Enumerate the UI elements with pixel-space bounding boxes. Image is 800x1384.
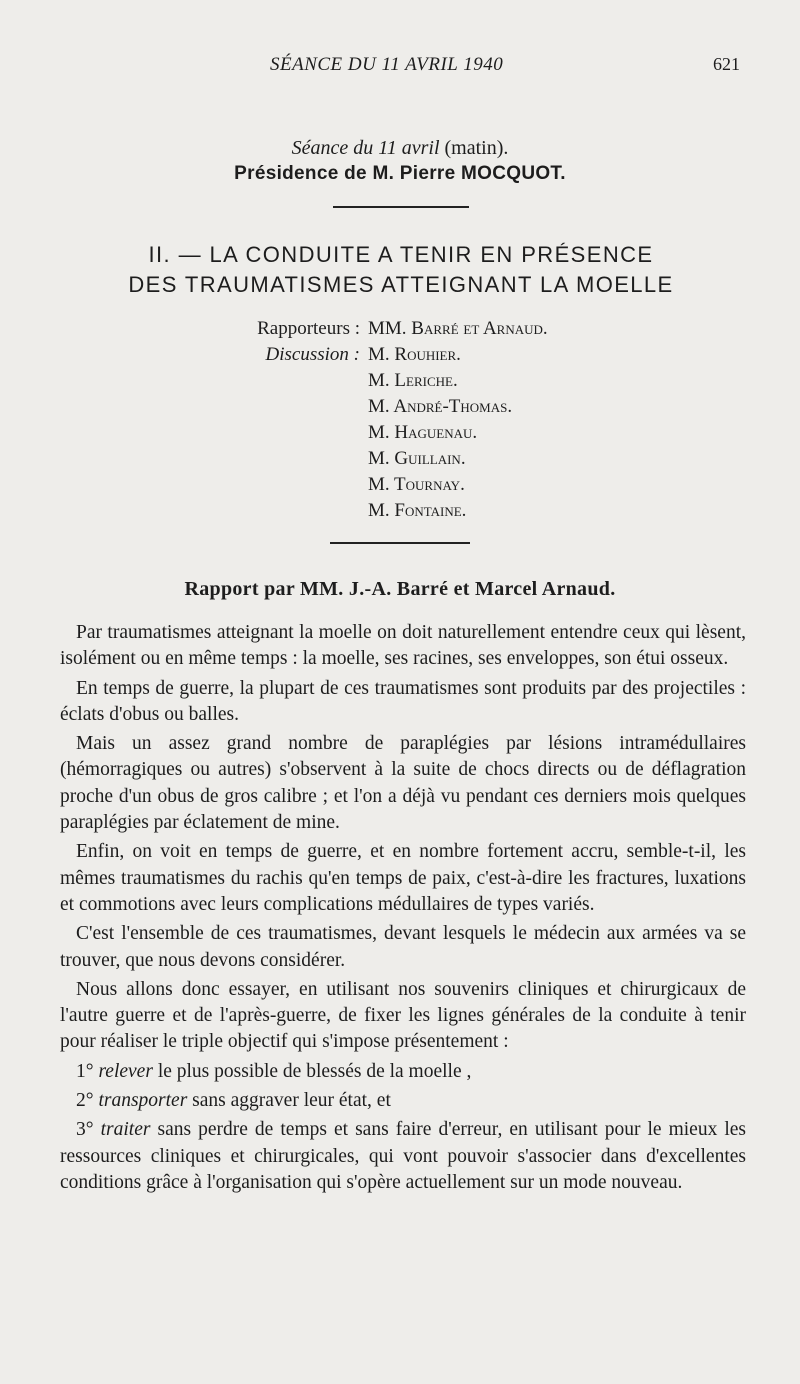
- speaker-row: [0, 498, 800, 524]
- objective-item: [60, 1088, 746, 1114]
- objective-number: 2°: [76, 1090, 94, 1112]
- speaker-row: [0, 420, 800, 446]
- body-paragraph: Mais un assez grand nombre de paraplégies par lésions intramédullaires (hémorragiques ou autres) s'observent à la suite de chocs directs ou de déflagration proche d'un obus de gros calibre ; et l'on a déjà vu pendant ces derniers mois quelques paraplégies par éclatement de mine.: [60, 733, 746, 834]
- objective-item: [60, 1117, 746, 1196]
- speaker-row: [0, 316, 800, 342]
- speaker-row: [0, 472, 800, 498]
- speaker-names: M. Leriche.: [368, 370, 458, 391]
- section-title-line-2: DES TRAUMATISMES ATTEIGNANT LA MOELLE: [128, 272, 674, 297]
- objective-text: le plus possible de blessés de la moelle ,: [152, 1060, 472, 1082]
- body-paragraph: Nous allons donc essayer, en utilisant nos souvenirs cliniques et chirurgicaux de l'autre guerre et de l'après-guerre, de fixer les lignes générales de la conduite à tenir pour réaliser le triple objectif qui s'impose présentement :: [60, 978, 746, 1053]
- speaker-row: [0, 368, 800, 394]
- speaker-names: M. Haguenau.: [368, 422, 478, 443]
- speaker-names: M. Tournay.: [368, 474, 465, 495]
- divider-middle: [330, 542, 470, 544]
- session-time: (matin).: [439, 137, 509, 159]
- objective-text: sans aggraver leur état, et: [187, 1090, 391, 1112]
- objective-verb: relever: [98, 1060, 153, 1082]
- report-body: [60, 620, 746, 1199]
- body-paragraph: Enfin, on voit en temps de guerre, et en nombre fortement accru, semble-t-il, les mêmes traumatismes du rachis qu'en temps de paix, c'est-à-dire les fractures, luxations et commotions avec leurs complications médullaires de types variés.: [60, 841, 746, 915]
- speaker-names: M. Fontaine.: [368, 500, 467, 521]
- running-head: [0, 54, 800, 82]
- objective-verb: transporter: [98, 1090, 188, 1112]
- objective-text: sans perdre de temps et sans faire d'erreur, en utilisant pour le mieux les ressources cliniques et chirurgicales, qui vont pouvoir s'associer dans d'excellentes conditions grâce à l'organisation qui s'opère actuellement sur un mode nouveau.: [60, 1119, 747, 1193]
- session-header: [0, 135, 800, 187]
- objective-verb: traiter: [100, 1119, 151, 1141]
- section-title: [70, 240, 732, 300]
- speaker-names: M. Guillain.: [368, 448, 466, 469]
- section-title-line-1: II. — LA CONDUITE A TENIR EN PRÉSENCE: [148, 242, 654, 267]
- session-presidency: Présidence de M. Pierre MOCQUOT.: [234, 163, 566, 184]
- divider-top: [333, 206, 469, 208]
- speaker-names: M. Rouhier.: [368, 344, 461, 365]
- speaker-names: MM. Barré et Arnaud.: [368, 318, 548, 339]
- speaker-row: [0, 394, 800, 420]
- speaker-role: Discussion :: [265, 344, 360, 365]
- speaker-row: [0, 342, 800, 368]
- body-paragraph: C'est l'ensemble de ces traumatismes, devant lesquels le médecin aux armées va se trouver, que nous devons considérer.: [60, 923, 746, 971]
- session-date-line: [0, 135, 800, 161]
- objective-number: 1°: [76, 1060, 94, 1082]
- speakers-list: [0, 316, 800, 524]
- speaker-row: [0, 446, 800, 472]
- page-number: 621: [713, 54, 740, 74]
- body-paragraph: Par traumatismes atteignant la moelle on doit naturellement entendre ceux qui lèsent, isolément ou en même temps : la moelle, ses racines, ses enveloppes, son étui osseux.: [60, 622, 746, 670]
- session-date: Séance du 11 avril: [291, 137, 440, 159]
- objective-item: [60, 1059, 746, 1085]
- body-paragraph: En temps de guerre, la plupart de ces traumatismes sont produits par des projectiles : éclats d'obus ou balles.: [60, 677, 746, 725]
- running-title: SÉANCE DU 11 AVRIL 1940: [270, 54, 504, 75]
- report-title: Rapport par MM. J.-A. Barré et Marcel Arnaud.: [184, 578, 616, 600]
- objective-number: 3°: [76, 1119, 94, 1141]
- speaker-role: Rapporteurs :: [257, 318, 360, 339]
- speaker-names: M. André-Thomas.: [368, 396, 513, 417]
